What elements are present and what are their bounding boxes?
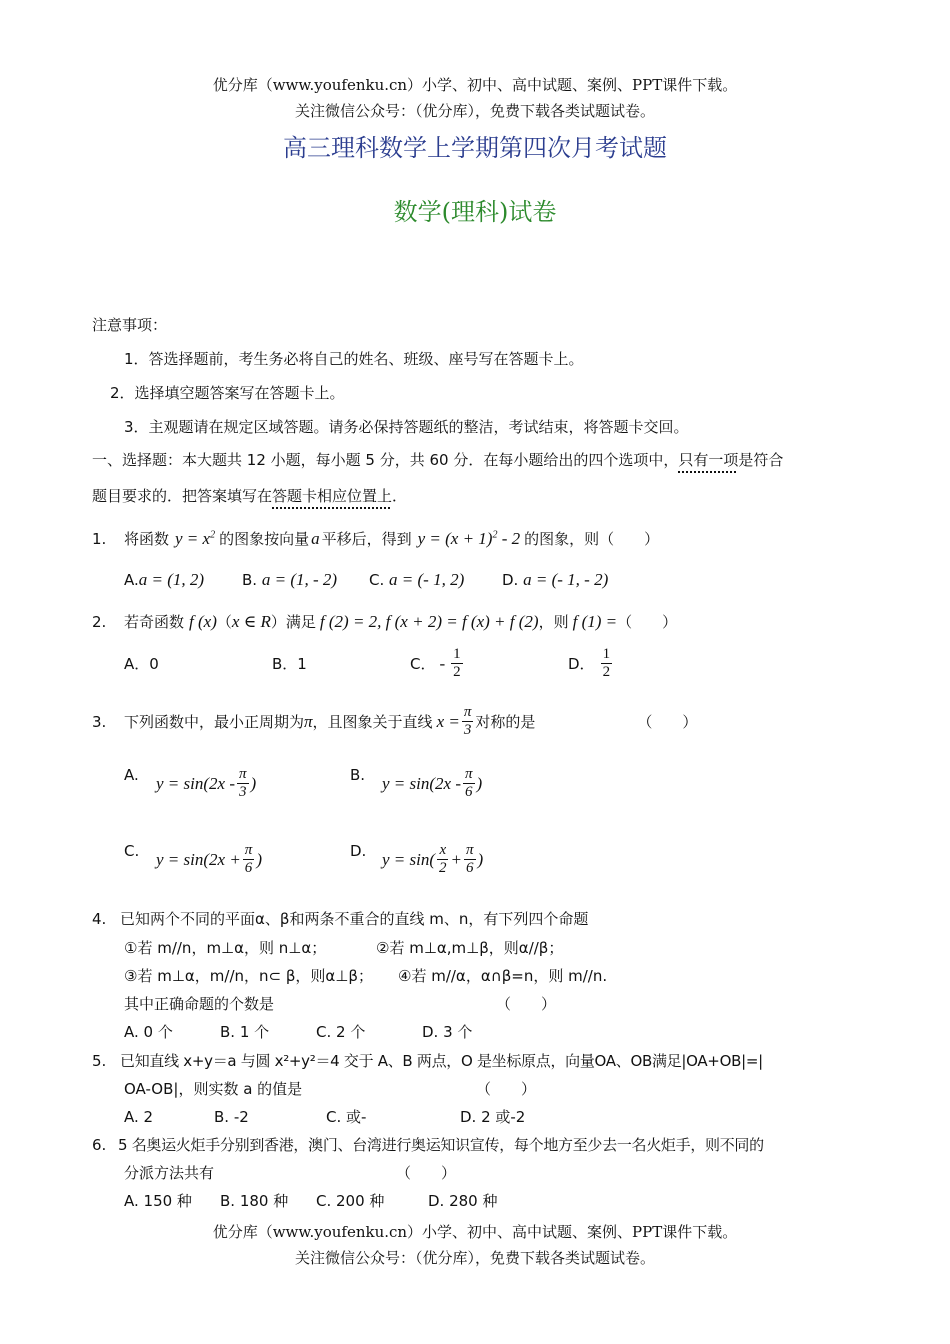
q1-formula-2-base: y = (x + 1) — [417, 528, 493, 548]
q1-text-1: 将函数 — [124, 530, 170, 548]
formula-post: ) — [476, 773, 483, 793]
formula-fraction-2 — [464, 842, 476, 877]
section1-line-2 — [92, 485, 407, 506]
fraction-numerator: π — [464, 766, 473, 782]
fraction-denominator: 6 — [466, 860, 474, 876]
option-value: a = (- 1, - 2) — [523, 570, 609, 589]
q6-text-1: 5 名奥运火炬手分别到香港，澳门、台湾进行奥运知识宣传，每个地方至少去一名火炬手，则不同的 — [118, 1136, 764, 1154]
q3-text-2: ，且图象关于直线 — [312, 713, 433, 731]
fraction-denominator: 3 — [463, 722, 472, 738]
q1-formula-1-exp: 2 — [210, 528, 216, 540]
fraction-denominator: 2 — [439, 860, 447, 876]
option-value: a = (1, - 2) — [261, 570, 338, 589]
q5-text-2: OA-OB|，则实数 a 的值是 — [124, 1080, 303, 1098]
formula-fraction-1 — [437, 842, 449, 877]
q3-formula: x = — [436, 711, 460, 731]
fraction-numerator: π — [238, 766, 247, 782]
header-line-2: 关注微信公众号：（优分库），免费下载各类试题试卷。 — [294, 102, 655, 120]
fraction-numerator: π — [244, 842, 253, 858]
q1-option-d[interactable] — [502, 570, 608, 590]
footer-line-1: 优分库（www.youfenku.cn）小学、初中、高中试题、案例、PPT课件下载。 — [212, 1223, 738, 1241]
q1-options — [124, 570, 608, 590]
section1-emphasis-2: 答题卡相应位置上 — [272, 487, 393, 505]
header-line-1: 优分库（www.youfenku.cn）小学、初中、高中试题、案例、PPT课件下载。 — [212, 76, 738, 94]
answer-paren: （ ） — [637, 713, 698, 731]
formula-post: ) — [256, 849, 262, 869]
option-fraction — [451, 646, 463, 681]
q5-option-b[interactable]: B. -2 — [214, 1107, 249, 1126]
q3-text-1: 下列函数中，最小正周期为 — [124, 713, 305, 731]
q3-text-3: 对称的是 — [475, 713, 536, 731]
question-2 — [92, 611, 677, 632]
option-sign: - — [439, 653, 446, 673]
question-number: 4. — [92, 909, 107, 928]
q5-option-d[interactable]: D. 2 或-2 — [460, 1108, 526, 1126]
q2-options — [124, 646, 614, 681]
q4-statement-3: ③若 m⊥α，m//n，n⊂ β，则α⊥β； — [124, 967, 373, 985]
q2-option-a[interactable]: A．0 — [124, 655, 159, 673]
q4-statement-1: ①若 m//n，m⊥α，则 n⊥α； — [124, 939, 327, 957]
q4-statement-4: ④若 m//α，α∩β=n，则 m//n. — [398, 967, 608, 985]
q4-options — [124, 1021, 472, 1042]
question-1 — [92, 528, 659, 549]
formula-pre: y = sin(2x - — [156, 773, 235, 793]
q6-option-d[interactable]: D. 280 种 — [428, 1192, 498, 1210]
formula-pre: y = sin( — [382, 849, 436, 869]
footer-line-2: 关注微信公众号：（优分库），免费下载各类试题试卷。 — [294, 1249, 655, 1267]
q2-text-1: 若奇函数 — [124, 613, 185, 631]
question-number: 1. — [92, 529, 107, 548]
q2-formula-1: f (x) — [189, 611, 217, 631]
section1-text-c: 题目要求的．把答案填写在 — [92, 487, 273, 505]
q4-text-1: 已知两个不同的平面α、β和两条不重合的直线 m、n，有下列四个命题 — [120, 910, 589, 928]
question-number: 6. — [92, 1135, 107, 1154]
section1-emphasis-1: 只有一项 — [678, 451, 739, 469]
section1-text-b: 是符合 — [738, 451, 784, 469]
formula-fraction — [243, 842, 255, 877]
fraction-numerator: x — [439, 842, 447, 858]
fraction-denominator: 3 — [238, 784, 247, 800]
q3-option-d-formula — [382, 842, 483, 877]
q1-formula-2 — [418, 529, 521, 549]
q5-option-c[interactable]: C. 或- — [326, 1108, 367, 1126]
q6-option-c[interactable]: C. 200 种 — [316, 1192, 385, 1210]
q1-option-a[interactable] — [124, 570, 242, 590]
q2-option-c[interactable] — [410, 646, 568, 681]
formula-mid: + — [450, 849, 463, 869]
fraction-numerator: 1 — [453, 646, 461, 662]
q4-question: 其中正确命题的个数是 — [124, 995, 275, 1013]
q6-option-a[interactable]: A. 150 种 — [124, 1192, 192, 1210]
q3-option-c-formula — [156, 842, 262, 877]
question-3 — [92, 704, 697, 739]
q2-formula-4: f (1) = — [572, 611, 618, 631]
q2-text-3: ）满足 — [270, 613, 316, 631]
q1-formula-2-tail: - 2 — [497, 528, 521, 548]
formula-pre: y = sin(2x + — [156, 849, 241, 869]
q4-option-c[interactable]: C. 2 个 — [316, 1023, 366, 1041]
q4-option-a[interactable]: A. 0 个 — [124, 1023, 173, 1041]
fraction-denominator: 6 — [244, 860, 253, 876]
q4-option-b[interactable]: B. 1 个 — [220, 1023, 270, 1041]
option-label: D． — [568, 655, 595, 673]
q3-option-d-label[interactable]: D. — [350, 842, 367, 860]
q3-fraction — [462, 704, 474, 739]
q1-text-2: 的图象按向量 — [219, 530, 310, 548]
q3-option-b-formula — [382, 766, 482, 801]
section1-line-1 — [92, 449, 783, 470]
page-title: 高三理科数学上学期第四次月考试题 — [283, 134, 667, 162]
q2-formula-3: f (2) = 2, f (x + 2) = f (x) + f (2) — [319, 611, 539, 631]
fraction-denominator: 6 — [464, 784, 473, 800]
q5-text-1: 已知直线 x+y＝a 与圆 x²+y²＝4 交于 A、B 两点，O 是坐标原点，向量OA、OB满足|OA+OB|=| — [120, 1052, 763, 1070]
q2-option-b[interactable]: B．1 — [272, 655, 307, 673]
option-fraction — [601, 646, 613, 681]
fraction-denominator: 2 — [602, 664, 611, 680]
q1-text-3: 平移后，得到 — [321, 530, 412, 548]
q3-option-a-formula — [156, 766, 256, 801]
question-5 — [92, 1050, 763, 1071]
section1-text-d: ． — [392, 487, 408, 505]
option-label: D. — [502, 571, 519, 589]
fraction-numerator: π — [463, 704, 472, 720]
note-1: 1．答选择题前，考生务必将自己的姓名、班级、座号写在答题卡上。 — [124, 350, 584, 368]
q2-option-d[interactable] — [568, 646, 614, 681]
formula-fraction — [237, 766, 249, 801]
q2-text-2: （ — [216, 613, 232, 631]
q4-statement-2: ②若 m⊥α,m⊥β，则α//β； — [376, 939, 564, 957]
option-label: C. — [369, 571, 385, 589]
fraction-numerator: π — [466, 842, 474, 858]
q1-option-b[interactable] — [242, 570, 369, 590]
note-3: 3．主观题请在规定区域答题。请务必保持答题纸的整洁，考试结束，将答题卡交回。 — [124, 418, 689, 436]
q4-option-d[interactable]: D. 3 个 — [422, 1023, 473, 1041]
answer-paren: （ ） — [476, 1080, 537, 1098]
option-value: a = (- 1, 2) — [389, 570, 465, 589]
answer-paren: （ ） — [496, 995, 557, 1013]
q1-option-c[interactable] — [369, 570, 502, 590]
section1-text-a: 一、选择题：本大题共 12 小题，每小题 5 分，共 60 分．在每小题给出的四个选项中， — [92, 451, 679, 469]
answer-paren: （ ） — [396, 1164, 457, 1182]
option-value: a = (1, 2) — [138, 570, 205, 589]
q1-formula-1-base: y = x — [175, 528, 211, 548]
fraction-denominator: 2 — [453, 664, 461, 680]
q2-formula-2: x ∈ R — [231, 611, 271, 631]
formula-post: ) — [250, 773, 257, 793]
q6-options — [124, 1190, 498, 1211]
page-subtitle: 数学(理科)试卷 — [393, 198, 557, 226]
q6-option-b[interactable]: B. 180 种 — [220, 1192, 289, 1210]
question-number: 5. — [92, 1051, 107, 1070]
q1-text-4: 的图象，则（ ） — [524, 530, 660, 548]
q3-option-a-label[interactable]: A. — [124, 766, 139, 784]
note-2: 2．选择填空题答案写在答题卡上。 — [110, 384, 345, 402]
q3-pi: π — [304, 711, 313, 731]
notes-heading: 注意事项： — [92, 316, 168, 334]
option-label: C． — [410, 655, 436, 673]
question-number: 2. — [92, 612, 107, 631]
option-label: B. — [242, 571, 258, 589]
fraction-numerator: 1 — [602, 646, 611, 662]
q1-formula-2-exp: 2 — [492, 528, 498, 540]
q1-formula-1 — [175, 529, 215, 549]
question-number: 3. — [92, 712, 107, 731]
q3-option-b-label[interactable]: B. — [350, 766, 366, 784]
question-6 — [92, 1134, 764, 1155]
q1-vector: a — [311, 528, 320, 548]
q5-option-a[interactable]: A. 2 — [124, 1107, 154, 1126]
option-label: A. — [124, 571, 139, 589]
q3-option-c-label[interactable]: C. — [124, 842, 140, 860]
formula-pre: y = sin(2x - — [382, 773, 461, 793]
q2-text-5: （ ） — [617, 613, 678, 631]
q6-text-2: 分派方法共有 — [124, 1164, 215, 1182]
formula-post: ) — [477, 849, 484, 869]
formula-fraction — [463, 766, 475, 801]
q5-options — [124, 1106, 525, 1127]
q2-text-4: ，则 — [538, 613, 569, 631]
question-4 — [92, 908, 588, 929]
